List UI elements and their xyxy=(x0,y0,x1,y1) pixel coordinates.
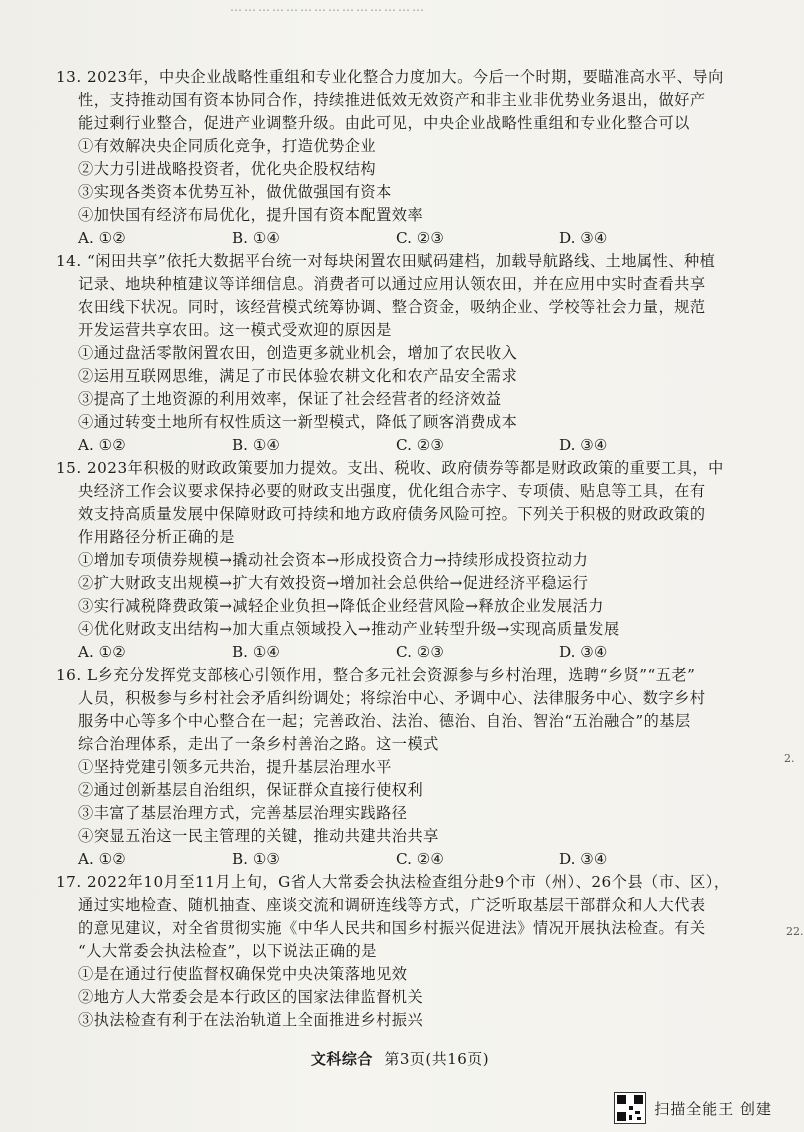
option-3: ③执法检查有利于在法治轨道上全面推进乡村振兴 xyxy=(78,1011,424,1029)
choice-c: C. ②③ xyxy=(396,229,444,247)
qr-code-icon xyxy=(614,1092,646,1124)
question-14 xyxy=(56,250,736,457)
choice-b: B. ①④ xyxy=(232,436,281,454)
choice-d: D. ③④ xyxy=(559,436,608,454)
stem-line: 开发运营共享农田。这一模式受欢迎的原因是 xyxy=(78,321,392,339)
scanner-watermark xyxy=(614,1092,772,1124)
stem-line: 作用路径分析正确的是 xyxy=(78,528,235,546)
option-3: ③实行减税降费政策→减轻企业负担→降低企业经营风险→释放企业发展活力 xyxy=(78,597,604,615)
stem-line: 通过实地检查、随机抽查、座谈交流和调研连线等方式，广泛听取基层干部群众和人大代表 xyxy=(78,896,706,914)
choice-b: B. ①④ xyxy=(232,643,281,661)
option-1: ①增加专项债券规模→撬动社会资本→形成投资合力→持续形成投资拉动力 xyxy=(78,551,589,569)
question-16 xyxy=(56,664,736,871)
choice-a: A. ①② xyxy=(78,436,126,454)
stem-line: 15. 2023年积极的财政政策要加力提效。支出、税收、政府债券等都是财政政策的重要工具，中 xyxy=(56,459,724,477)
option-2: ②通过创新基层自治组织，保证群众直接行使权利 xyxy=(78,781,424,799)
choice-a: A. ①② xyxy=(78,643,126,661)
stem-line: 综合治理体系，走出了一条乡村善治之路。这一模式 xyxy=(78,735,439,753)
answer-choices xyxy=(56,434,736,457)
choice-d: D. ③④ xyxy=(559,643,608,661)
stem-line: 14. “闲田共享”依托大数据平台统一对每块闲置农田赋码建档，加载导航路线、土地属性、种植 xyxy=(56,252,716,270)
margin-mark: 22. xyxy=(786,925,804,938)
question-13 xyxy=(56,66,736,250)
choice-d: D. ③④ xyxy=(559,850,608,868)
choice-b: B. ①③ xyxy=(232,850,281,868)
choice-a: A. ①② xyxy=(78,850,126,868)
stem-line: 效支持高质量发展中保障财政可持续和地方政府债务风险可控。下列关于积极的财政政策的 xyxy=(78,505,706,523)
answer-choices xyxy=(56,641,736,664)
top-bleed-text: …………………………………… xyxy=(230,0,426,14)
stem-line: 农田线下状况。同时，该经营模式统筹协调、整合资金，吸纳企业、学校等社会力量，规范 xyxy=(78,298,706,316)
stem-line: 13. 2023年，中央企业战略性重组和专业化整合力度加大。今后一个时期，要瞄准高水平、导向 xyxy=(56,68,724,86)
choice-c: C. ②③ xyxy=(396,643,444,661)
stem-line: 记录、地块种植建议等详细信息。消费者可以通过应用认领农田，并在应用中实时查看共享 xyxy=(78,275,706,293)
stem-line: 能过剩行业整合，促进产业调整升级。由此可见，中央企业战略性重组和专业化整合可以 xyxy=(78,114,690,132)
option-2: ②运用互联网思维，满足了市民体验农耕文化和农产品安全需求 xyxy=(78,367,518,385)
stem-line: 的意见建议，对全省贯彻实施《中华人民共和国乡村振兴促进法》情况开展执法检查。有关 xyxy=(78,919,706,937)
option-2: ②地方人大常委会是本行政区的国家法律监督机关 xyxy=(78,988,424,1006)
option-2: ②扩大财政支出规模→扩大有效投资→增加社会总供给→促进经济平稳运行 xyxy=(78,574,589,592)
option-3: ③提高了土地资源的利用效率，保证了社会经营者的经济效益 xyxy=(78,390,502,408)
footer-page-number: 第3页(共16页) xyxy=(384,1050,490,1068)
answer-choices xyxy=(56,848,736,871)
footer-subject: 文科综合 xyxy=(310,1050,373,1068)
answer-choices xyxy=(56,227,736,250)
option-1: ①通过盘活零散闲置农田，创造更多就业机会，增加了农民收入 xyxy=(78,344,518,362)
question-15 xyxy=(56,457,736,664)
choice-b: B. ①④ xyxy=(232,229,281,247)
option-4: ④突显五治这一民主管理的关键，推动共建共治共享 xyxy=(78,827,439,845)
question-17 xyxy=(56,871,736,1032)
option-3: ③丰富了基层治理方式，完善基层治理实践路径 xyxy=(78,804,408,822)
option-1: ①有效解决央企同质化竞争，打造优势企业 xyxy=(78,137,377,155)
choice-c: C. ②④ xyxy=(396,850,444,868)
stem-line: 央经济工作会议要求保持必要的财政支出强度，优化组合赤字、专项债、贴息等工具，在有 xyxy=(78,482,706,500)
option-1: ①坚持党建引领多元共治，提升基层治理水平 xyxy=(78,758,392,776)
option-4: ④通过转变土地所有权性质这一新型模式，降低了顾客消费成本 xyxy=(78,413,518,431)
stem-line: 17. 2022年10月至11月上旬，G省人大常委会执法检查组分赴9个市（州）、26个县（市、区）， xyxy=(56,873,730,891)
watermark-text: 扫描全能王 创建 xyxy=(654,1099,772,1118)
questions-area xyxy=(56,66,736,1032)
option-2: ②大力引进战略投资者，优化央企股权结构 xyxy=(78,160,377,178)
margin-mark: 2. xyxy=(784,752,795,765)
stem-line: 服务中心等多个中心整合在一起；完善政治、法治、德治、自治、智治“五治融合”的基层 xyxy=(78,712,691,730)
choice-d: D. ③④ xyxy=(559,229,608,247)
stem-line: 性，支持推动国有资本协同合作，持续推进低效无效资产和非主业非优势业务退出，做好产 xyxy=(78,91,706,109)
choice-c: C. ②③ xyxy=(396,436,444,454)
option-1: ①是在通过行使监督权确保党中央决策落地见效 xyxy=(78,965,408,983)
page-footer xyxy=(0,1048,800,1069)
choice-a: A. ①② xyxy=(78,229,126,247)
stem-line: 人员，积极参与乡村社会矛盾纠纷调处；将综治中心、矛调中心、法律服务中心、数字乡村 xyxy=(78,689,706,707)
option-3: ③实现各类资本优势互补，做优做强国有资本 xyxy=(78,183,392,201)
stem-line: 16. L乡充分发挥党支部核心引领作用，整合多元社会资源参与乡村治理，选聘“乡贤”“五老” xyxy=(56,666,696,684)
option-4: ④加快国有经济布局优化，提升国有资本配置效率 xyxy=(78,206,424,224)
stem-line: “人大常委会执法检查”，以下说法正确的是 xyxy=(78,942,377,960)
option-4: ④优化财政支出结构→加大重点领域投入→推动产业转型升级→实现高质量发展 xyxy=(78,620,620,638)
